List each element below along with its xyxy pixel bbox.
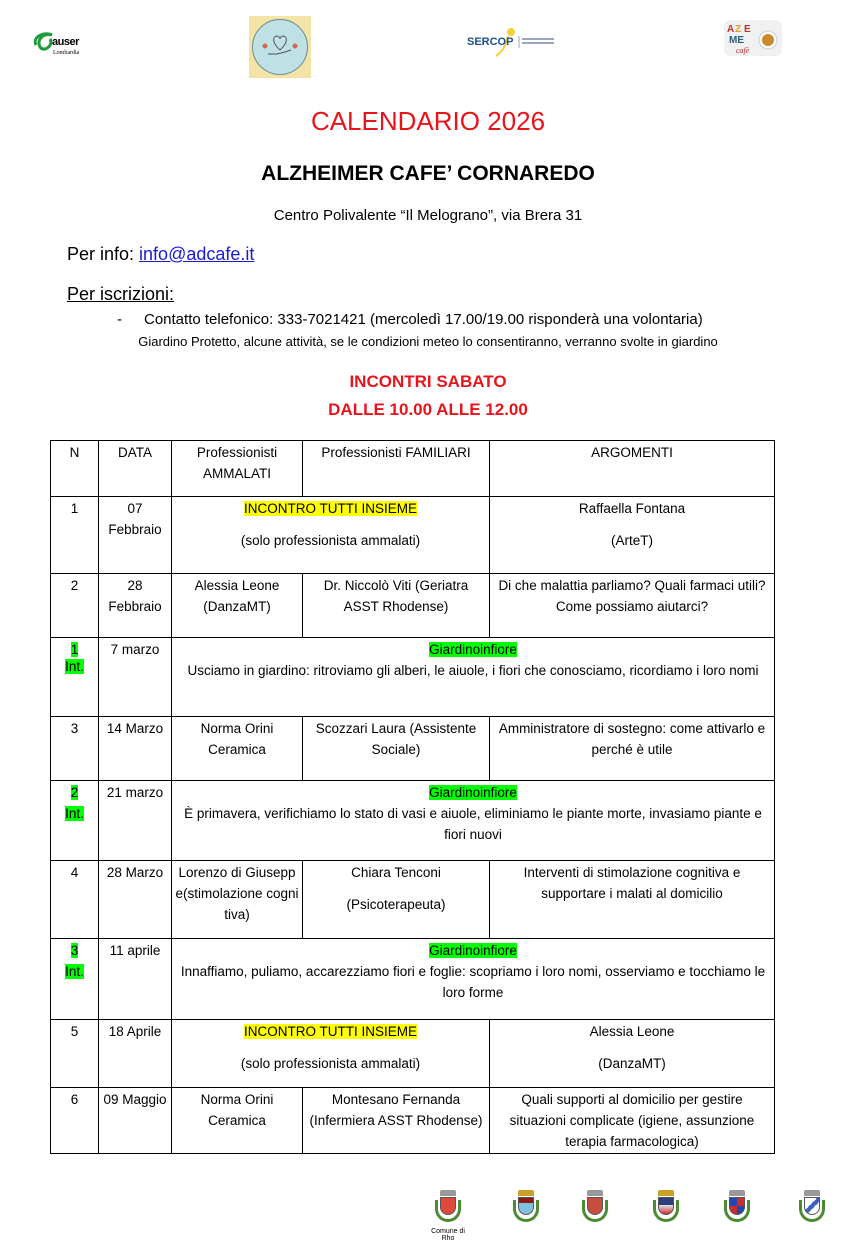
garden-event-description: Innaffiamo, puliamo, accarezziamo fiori e foglie: scopriamo i loro nomi, osserviamo e tocchiamo le loro forme bbox=[180, 964, 766, 1000]
int-suffix: Int. bbox=[65, 964, 84, 979]
sercop-logo-text: SERCOP bbox=[467, 36, 514, 48]
garden-event-description: È primavera, verifichiamo lo stato di vasi e aiuole, eliminiamo le piante morte, invasiamo piante e fiori nuovi bbox=[184, 806, 762, 842]
cell-familiari: Dr. Niccolò Viti (Geriatra ASST Rhodense) bbox=[303, 574, 490, 638]
auser-logo-subtext: Lombardia bbox=[53, 50, 80, 56]
auser-logo-text: auser bbox=[52, 36, 79, 48]
alzheimer-cafe-logo bbox=[722, 18, 784, 58]
page-title: CALENDARIO 2026 bbox=[310, 106, 546, 136]
coffee-cup-icon bbox=[722, 18, 784, 58]
heart-hand-icon bbox=[253, 20, 307, 74]
cell-garden-activity bbox=[172, 939, 775, 1020]
arg-role: (ArteT) bbox=[611, 533, 653, 548]
cell-n bbox=[51, 638, 99, 717]
cell-n: 1 bbox=[51, 497, 99, 574]
cell-argomenti: Di che malattia parliamo? Quali farmaci utili? Come possiamo aiutarci? bbox=[490, 574, 775, 638]
svg-text:Z: Z bbox=[735, 24, 742, 35]
cell-argomenti bbox=[490, 497, 775, 574]
cell-ammalati: Alessia Leone (DanzaMT) bbox=[172, 574, 303, 638]
familiari-name: Chiara Tenconi bbox=[351, 865, 441, 880]
int-number: 2 bbox=[70, 785, 79, 800]
garden-event-title: Giardinoinfiore bbox=[429, 642, 517, 657]
joint-title: INCONTRO TUTTI INSIEME bbox=[243, 1024, 417, 1039]
schedule-day: INCONTRI SABATO bbox=[349, 372, 507, 391]
garden-event-description: Usciamo in giardino: ritroviamo gli alberi, le aiuole, i fiori che conosciamo, ricordiamo i loro nomi bbox=[187, 663, 759, 678]
header-ammalati: Professionisti AMMALATI bbox=[172, 441, 303, 497]
cell-date: 21 marzo bbox=[99, 781, 172, 861]
int-number: 3 bbox=[70, 943, 79, 958]
info-email-link[interactable]: info@adcafe.it bbox=[139, 244, 255, 264]
garden-event-title: Giardinoinfiore bbox=[429, 943, 517, 958]
table-row bbox=[51, 1088, 775, 1154]
municipality-crest-icon bbox=[580, 1190, 610, 1230]
cell-n: 3 bbox=[51, 717, 99, 781]
bullet-dash: - bbox=[117, 311, 122, 328]
cell-argomenti bbox=[490, 1020, 775, 1088]
int-suffix: Int. bbox=[65, 659, 84, 674]
cell-date: 18 Aprile bbox=[99, 1020, 172, 1088]
cell-date: 28 Febbraio bbox=[99, 574, 172, 638]
contact-line bbox=[117, 311, 703, 328]
comune-rho-label: Comune di Rho bbox=[431, 1228, 465, 1242]
auser-logo bbox=[30, 27, 92, 63]
table-row bbox=[51, 574, 775, 638]
table-row bbox=[51, 717, 775, 781]
cell-n: 2 bbox=[51, 574, 99, 638]
svg-text:ME: ME bbox=[729, 35, 744, 46]
page-subtitle: ALZHEIMER CAFE’ CORNAREDO bbox=[261, 162, 595, 185]
cell-ammalati: Lorenzo di Giuseppe(stimolazione cognitiva) bbox=[172, 861, 303, 939]
cell-date: 09 Maggio bbox=[99, 1088, 172, 1154]
municipality-crest-icon bbox=[511, 1190, 541, 1230]
cell-n: 6 bbox=[51, 1088, 99, 1154]
cell-n: 5 bbox=[51, 1020, 99, 1088]
svg-text:A: A bbox=[727, 24, 735, 35]
header-familiari: Professionisti FAMILIARI bbox=[303, 441, 490, 497]
arg-name: Alessia Leone bbox=[589, 1024, 675, 1039]
header-argomenti: ARGOMENTI bbox=[490, 441, 775, 497]
table-row-garden bbox=[51, 939, 775, 1020]
cell-argomenti: Quali supporti al domicilio per gestire situazioni complicate (igiene, assunzione terapia farmacologica) bbox=[490, 1088, 775, 1154]
municipality-crest-icon bbox=[722, 1190, 752, 1230]
cell-garden-activity bbox=[172, 781, 775, 861]
table-row bbox=[51, 861, 775, 939]
header-data: DATA bbox=[99, 441, 172, 497]
joint-note: (solo professionista ammalati) bbox=[240, 1056, 421, 1071]
svg-text:E: E bbox=[744, 24, 751, 35]
cell-n: 4 bbox=[51, 861, 99, 939]
municipality-crest-icon bbox=[797, 1190, 827, 1230]
cell-date: 11 aprile bbox=[99, 939, 172, 1020]
cell-joint bbox=[172, 497, 490, 574]
joint-title: INCONTRO TUTTI INSIEME bbox=[243, 501, 417, 516]
garden-event-title: Giardinoinfiore bbox=[429, 785, 517, 800]
info-label: Per info: bbox=[67, 244, 140, 264]
iscrizioni-heading: Per iscrizioni: bbox=[67, 284, 175, 304]
cell-ammalati: Norma Orini Ceramica bbox=[172, 717, 303, 781]
garden-note: Giardino Protetto, alcune attività, se le condizioni meteo lo consentiranno, verranno svolte in giardino bbox=[138, 334, 718, 349]
cell-date: 28 Marzo bbox=[99, 861, 172, 939]
cell-joint bbox=[172, 1020, 490, 1088]
cell-argomenti: Interventi di stimolazione cognitiva e supportare i malati al domicilio bbox=[490, 861, 775, 939]
arg-role: (DanzaMT) bbox=[598, 1056, 666, 1071]
header-n: N bbox=[51, 441, 99, 497]
calendar-table bbox=[50, 440, 775, 1154]
table-row-garden bbox=[51, 781, 775, 861]
info-line bbox=[67, 244, 254, 265]
table-row bbox=[51, 497, 775, 574]
cell-garden-activity bbox=[172, 638, 775, 717]
giardino-logo-disc bbox=[252, 19, 308, 75]
table-header-row bbox=[51, 441, 775, 497]
comune-rho-crest-icon bbox=[433, 1190, 463, 1230]
cell-date: 7 marzo bbox=[99, 638, 172, 717]
giardino-protetto-logo bbox=[249, 16, 311, 78]
int-suffix: Int. bbox=[65, 806, 84, 821]
cell-familiari: Scozzari Laura (Assistente Sociale) bbox=[303, 717, 490, 781]
schedule-hours: DALLE 10.00 ALLE 12.00 bbox=[328, 400, 528, 419]
cell-n bbox=[51, 781, 99, 861]
int-number: 1 bbox=[70, 642, 79, 657]
cell-n bbox=[51, 939, 99, 1020]
familiari-role: (Psicoterapeuta) bbox=[346, 897, 446, 912]
table-row bbox=[51, 1020, 775, 1088]
cell-ammalati: Norma Orini Ceramica bbox=[172, 1088, 303, 1154]
arg-name: Raffaella Fontana bbox=[578, 501, 686, 516]
table-row-garden bbox=[51, 638, 775, 717]
venue-address: Centro Polivalente “Il Melograno”, via Brera 31 bbox=[273, 207, 583, 224]
cell-familiari: Montesano Fernanda (Infermiera ASST Rhodense) bbox=[303, 1088, 490, 1154]
cell-date: 07 Febbraio bbox=[99, 497, 172, 574]
municipality-crest-icon bbox=[651, 1190, 681, 1230]
cell-familiari bbox=[303, 861, 490, 939]
cell-argomenti: Amministratore di sostegno: come attivarlo e perché è utile bbox=[490, 717, 775, 781]
contact-phone-text: Contatto telefonico: 333-7021421 (mercoledì 17.00/19.00 risponderà una volontaria) bbox=[144, 311, 703, 328]
joint-note: (solo professionista ammalati) bbox=[240, 533, 421, 548]
sercop-logo bbox=[466, 26, 558, 60]
cell-date: 14 Marzo bbox=[99, 717, 172, 781]
svg-text:cafè: cafè bbox=[736, 46, 750, 55]
